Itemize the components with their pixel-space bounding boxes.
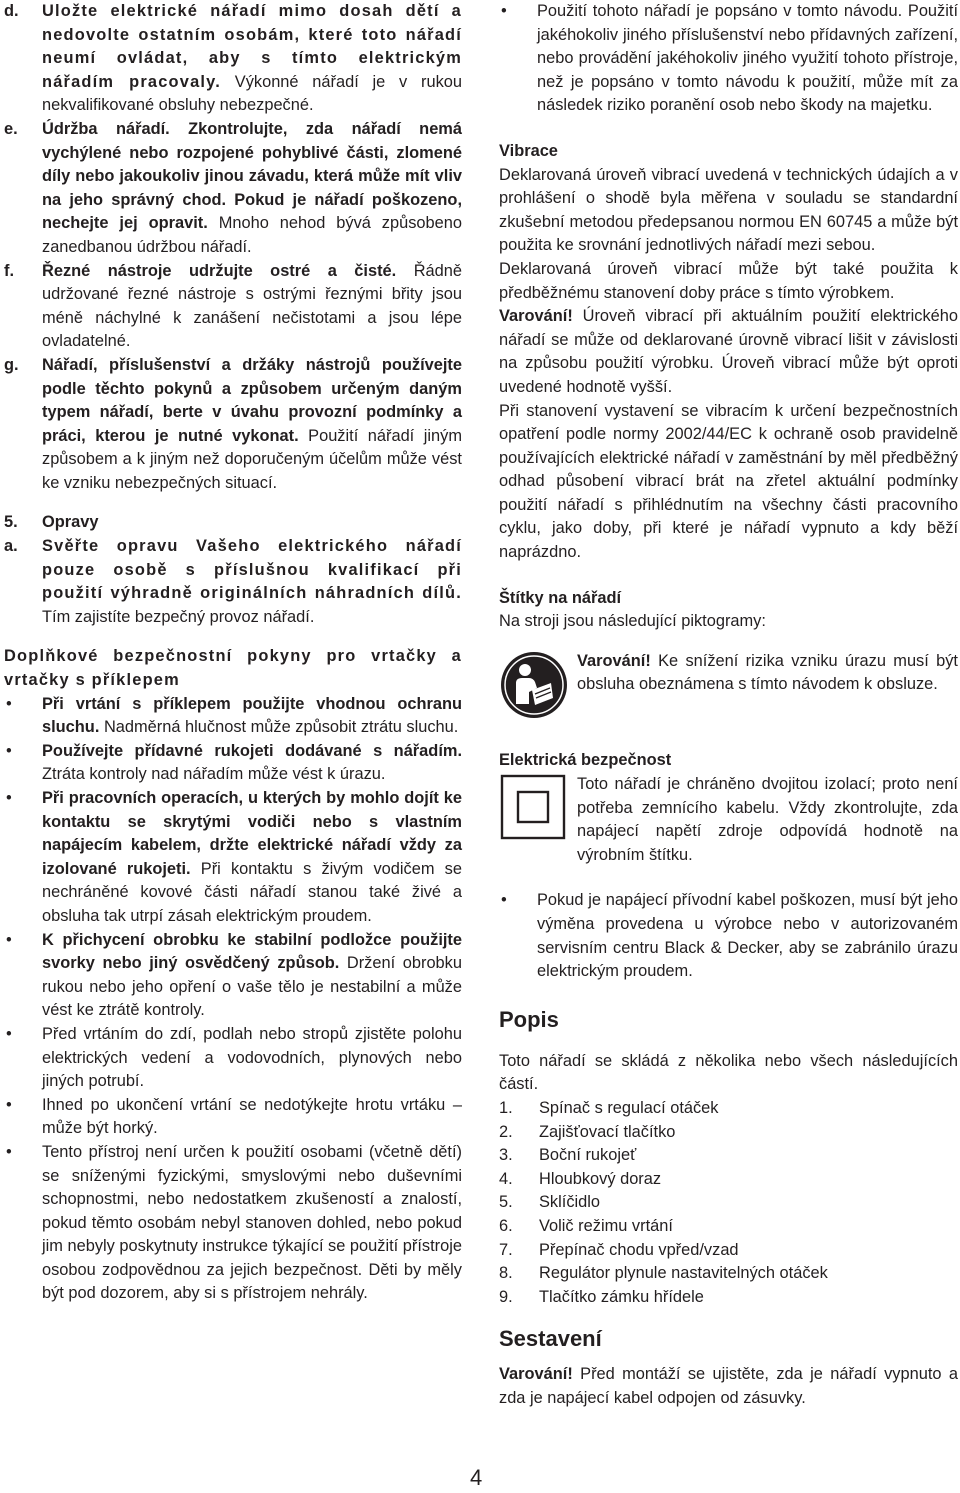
- list-item: [499, 1144, 958, 1168]
- item-d: [4, 0, 462, 118]
- list-number: 8.: [499, 1264, 513, 1283]
- bullet: •: [6, 694, 12, 713]
- list-item: [499, 1215, 958, 1239]
- list-number: 9.: [499, 1287, 513, 1306]
- list-item: [499, 1168, 958, 1192]
- item-label: d.: [4, 2, 19, 20]
- list-number: 5.: [499, 1193, 513, 1212]
- double-insulation-icon: [499, 773, 577, 849]
- bullet: •: [6, 1142, 12, 1161]
- list-item: [499, 1121, 958, 1145]
- bullet-text: Před vrtáním do zdí, podlah nebo stropů zjistěte polohu elektrických vedení a vodovodních, plynových nebo jiných potrubí.: [42, 1024, 462, 1091]
- item-label: e.: [4, 119, 18, 138]
- item-text: Mnoho nehod bývá způsobeno zanedbanou údržbou nářadí.: [42, 214, 463, 256]
- list-text: Regulátor plynule nastavitelných otáček: [539, 1264, 828, 1283]
- pictogram-double-insulation: [499, 773, 958, 867]
- bullet-bold: Používejte přídavné rukojeti dodávané s nářadím.: [42, 741, 462, 760]
- list-number: 2.: [499, 1122, 513, 1141]
- list-text: Hloubkový doraz: [539, 1169, 662, 1188]
- item-label: f.: [4, 261, 15, 280]
- bullet-text: Při kontaktu s živým vodičem se nechráněné kovové části nářadí stanou také živé a obsluha tak utrpí zásah elektrickým proudem.: [42, 859, 462, 925]
- safety-bullet: [4, 1023, 462, 1094]
- item-g: [4, 354, 462, 496]
- bullet: •: [6, 930, 12, 949]
- item-text: Výkonné nářadí je v rukou nekvalifikované obsluhy nebezpečné.: [42, 72, 462, 115]
- list-text: Přepínač chodu vpřed/vzad: [539, 1240, 739, 1259]
- section-title: Opravy: [42, 513, 99, 532]
- item-bold: Nářadí, příslušenství a držáky nástrojů používejte podle těchto pokynů a způsobem určeným daným typem nářadí, berte v úvahu provozní podmínky a práci, kterou je nutné vykonat.: [42, 355, 462, 445]
- pictogram-manual: [499, 650, 958, 728]
- list-text: Spínač s regulací otáček: [539, 1098, 719, 1117]
- list-text: Zajišťovací tlačítko: [539, 1122, 676, 1141]
- item-bold: Uložte elektrické nářadí mimo dosah dětí a nedovolte ostatním osobám, které toto nářadí neumí ovládat, aby s tímto elektrickým nářadím pracovaly.: [42, 2, 462, 91]
- list-text: Tlačítko zámku hřídele: [539, 1287, 704, 1306]
- left-column: [4, 0, 462, 1306]
- vibrace-paragraph: Deklarovaná úroveň vibrací může být také použita k předběžnému stanovení doby práce s tímto výrobkem.: [499, 259, 958, 302]
- bullet: •: [6, 741, 12, 760]
- list-text: Boční rukojeť: [539, 1146, 637, 1165]
- item-f: [4, 260, 462, 354]
- bullet-text: Tento přístroj není určen k použití osobami (včetně dětí) se sníženými fyzickými, smyslovými nebo duševními schopnostmi, nebo nedostatkem zkušeností a znalostí, pokud těmto osobám nebyl stanoven dohled, nebo pokud jim nebyly poskytnuty instrukce týkající se použití přístroje osobou zodpovědnou za jejich bezpečnost. Děti by měly být pod dozorem, aby si s přístrojem nehrály.: [42, 1142, 462, 1303]
- bullet-text: Ihned po ukončení vrtání se nedotýkejte hrotu vrtáku – může být horký.: [42, 1095, 462, 1138]
- sestaveni-heading: Sestavení: [499, 1326, 602, 1352]
- parts-list: [499, 1097, 958, 1309]
- bullet-text: Ztráta kontroly nad nářadím může vést k úrazu.: [42, 765, 386, 784]
- item-label: a.: [4, 537, 18, 556]
- safety-bullet: [4, 787, 462, 929]
- bullet: •: [6, 1024, 12, 1043]
- bullet-bold: Při pracovních operacích, u kterých by mohlo dojít ke kontaktu se skrytými vodiči nebo s vlastním napájecím kabelem, držte elektrické nářadí vždy za izolované rukojeti.: [42, 789, 462, 878]
- safety-bullet: [4, 1141, 462, 1306]
- labels-text: Na stroji jsou následující piktogramy:: [499, 612, 766, 631]
- section-5: [4, 511, 462, 535]
- right-column: [499, 0, 958, 1411]
- intended-use-bullet: • Použití tohoto nářadí je popsáno v tomto návodu. Použití jakéhokoliv jiného příslušenství nebo přídavných zařízení, nebo provádění jakéhokoliv jiného využití tohoto přístroje, než je popsáno v tomto návodu k použití, může mít za následek riziko poranění osob nebo škody na majetku.: [499, 0, 958, 118]
- item-label: g.: [4, 355, 19, 374]
- list-item: [499, 1239, 958, 1263]
- list-item: [499, 1097, 958, 1121]
- item-text: Řádně udržované řezné nástroje s ostrými řeznými břity jsou méně náchylné k zanášení nečistotami a jsou lépe ovladatelné.: [42, 261, 463, 351]
- item-bold: Řezné nástroje udržujte ostré a čisté.: [42, 261, 397, 280]
- sestaveni-warning: Varování! Před montáží se ujistěte, zda je nářadí vypnuto a zda je napájecí kabel odpojen od zásuvky.: [499, 1365, 958, 1407]
- popis-text: Toto nářadí se skládá z několika nebo všech následujících částí.: [499, 1051, 958, 1094]
- bullet-bold: K přichycení obrobku ke stabilní podložce použijte svorky nebo jiný osvědčený způsob.: [42, 930, 462, 973]
- electric-safety-text: Toto nářadí je chráněno dvojitou izolací; proto není potřeba zemnícího kabelu. Vždy zkontrolujte, zda napájecí napětí zdroje odpovídá hodnotě na výrobním štítku.: [577, 775, 958, 864]
- list-number: 1.: [499, 1098, 513, 1117]
- vibrace-paragraph: Při stanovení vystavení se vibracím k určení bezpečnostních opatření podle normy 2002/44/EC k ochraně osob pravidelně používajících elektrické nářadí v zaměstnání by měl předběžný odhad působení vibrací brát na zřetel aktuální podmínky použití nářadí s přihlédnutím na všechny části pracovního cyklu, jako doby, při které je nářadí vypnuto a kdy běží naprázdno.: [499, 401, 958, 562]
- item-e: [4, 118, 462, 260]
- bullet-text: Nadměrná hlučnost může způsobit ztrátu sluchu.: [99, 718, 459, 737]
- extra-safety-list: [4, 693, 462, 1306]
- list-text: Volič režimu vrtání: [539, 1216, 673, 1235]
- list-item: [499, 1262, 958, 1286]
- safety-bullet: [4, 929, 462, 1023]
- bullet-bold: Při vrtání s příklepem použijte vhodnou ochranu sluchu.: [42, 694, 462, 737]
- bullet: •: [501, 2, 507, 20]
- list-item: [499, 1191, 958, 1215]
- list-text: Sklíčidlo: [539, 1193, 601, 1212]
- pictogram-text: Varování! Ke snížení rizika vzniku úrazu musí být obsluha obeznámena s tímto návodem k obsluze.: [577, 651, 958, 694]
- page-number: 4: [470, 1465, 483, 1490]
- bullet: •: [501, 891, 507, 910]
- electric-safety-heading: Elektrická bezpečnost: [499, 751, 672, 770]
- list-number: 7.: [499, 1240, 513, 1259]
- bullet: •: [6, 1095, 12, 1114]
- vibrace-heading: Vibrace: [499, 141, 558, 160]
- extra-safety-heading: Doplňkové bezpečnostní pokyny pro vrtačky a vrtačky s příklepem: [4, 647, 462, 690]
- list-number: 4.: [499, 1169, 513, 1188]
- list-number: 6.: [499, 1216, 513, 1235]
- item-bold: Údržba nářadí. Zkontrolujte, zda nářadí nemá vychýlené nebo rozpojené pohyblivé části, zlomené díly nebo jakoukoliv jinou závadu, která může mít vliv na jeho správný chod. Pokud je nářadí poškozeno, nechejte jej opravit.: [42, 119, 462, 233]
- item-text: Tím zajistíte bezpečný provoz nářadí.: [42, 607, 315, 626]
- list-item: [499, 1286, 958, 1310]
- vibrace-paragraph: Deklarovaná úroveň vibrací uvedená v technických údajích a v prohlášení o shodě byla měřena v souladu se standardní zkušební metodou předepsanou normou EN 60745 a může být použita ke srovnání jednotlivých nářadí mezi sebou.: [499, 165, 958, 255]
- item-a: [4, 535, 462, 629]
- popis-heading: Popis: [499, 1006, 559, 1032]
- vibrace-warning: Varování! Úroveň vibrací při aktuálním použití elektrického nářadí se může od deklarované úrovně vibrací lišit v závislosti na způsobu použití výrobku. Úroveň vibrací může být oproti uvedené hodnotě vyšší.: [499, 307, 958, 396]
- section-number: 5.: [4, 513, 18, 532]
- bullet: •: [6, 789, 12, 807]
- cable-bullet: • Pokud je napájecí přívodní kabel poškozen, musí být jeho výměna provedena u výrobce nebo v autorizovaném servisním centru Black & Decker, aby se zabránilo úrazu elektrickým proudem.: [499, 889, 958, 983]
- safety-bullet: [4, 740, 462, 787]
- safety-bullet: [4, 1094, 462, 1141]
- safety-bullet: [4, 693, 462, 740]
- labels-heading: Štítky na nářadí: [499, 588, 622, 607]
- bullet-text: Držení obrobku rukou nebo jeho opření o vaše tělo je nestabilní a může vést ke ztrátě kontroly.: [42, 954, 462, 1020]
- item-text: Použití nářadí jiným způsobem a k jiným než doporučeným účelům může vést ke vzniku nebezpečných situací.: [42, 426, 462, 492]
- list-number: 3.: [499, 1146, 513, 1165]
- item-bold: Svěřte opravu Vašeho elektrického nářadí pouze osobě s příslušnou kvalifikací při použití výhradně originálních náhradních dílů.: [42, 537, 462, 603]
- read-manual-icon: [499, 650, 577, 728]
